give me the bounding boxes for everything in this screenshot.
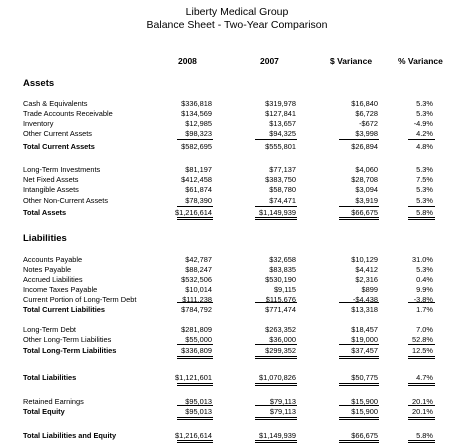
rule-line <box>177 302 213 303</box>
percent-variance: -3.8% <box>413 295 433 304</box>
value-2007: $319,978 <box>265 99 296 108</box>
rule-line <box>177 217 213 218</box>
rule-line <box>177 442 213 443</box>
value-2007: $127,841 <box>265 109 296 118</box>
value-2007: $74,471 <box>269 196 296 205</box>
value-2008: $532,506 <box>181 275 212 284</box>
value-2007: $1,070,826 <box>259 373 296 382</box>
value-2007: $1,149,939 <box>259 431 296 440</box>
row-label: Other Current Assets <box>23 129 93 138</box>
rule-line <box>255 302 297 303</box>
row-label: Other Long-Term Liabilities <box>23 335 112 344</box>
rule-line <box>408 356 435 357</box>
value-2008: $95,013 <box>185 397 212 406</box>
rule-line <box>255 417 297 418</box>
row-label: Total Long-Term Liabilities <box>23 346 117 355</box>
value-2007: $79,113 <box>269 397 296 406</box>
row-total-liabilities <box>0 373 474 382</box>
row-long-term-investments <box>0 165 474 174</box>
column-header-dollar-variance: $ Variance <box>330 56 373 66</box>
section-assets: Assets <box>23 78 55 89</box>
rule-line <box>255 440 297 441</box>
value-2008: $336,818 <box>181 99 212 108</box>
rule-line <box>339 344 379 345</box>
row-label: Accrued Liabilities <box>23 275 83 284</box>
column-header-2007: 2007 <box>260 56 279 66</box>
dollar-variance: $899 <box>361 285 378 294</box>
rule-line <box>408 139 435 140</box>
row-current-portion-long-term-debt <box>0 295 474 304</box>
percent-variance: 5.3% <box>416 185 433 194</box>
value-2008: $582,695 <box>181 142 212 151</box>
dollar-variance: $66,675 <box>351 208 378 217</box>
row-label: Cash & Equivalents <box>23 99 88 108</box>
row-label: Total Current Liabilities <box>23 305 105 314</box>
row-label: Net Fixed Assets <box>23 175 79 184</box>
column-header-percent-variance: % Variance <box>398 56 443 66</box>
dollar-variance: $37,457 <box>351 346 378 355</box>
rule-line <box>255 442 297 443</box>
row-label: Accounts Payable <box>23 255 83 264</box>
dollar-variance: -$4,438 <box>352 295 378 304</box>
dollar-variance: $3,998 <box>355 129 378 138</box>
value-2008: $95,013 <box>185 407 212 416</box>
percent-variance: 20.1% <box>412 407 433 416</box>
rule-line <box>339 417 379 418</box>
row-intangible-assets <box>0 185 474 194</box>
dollar-variance: $13,318 <box>351 305 378 314</box>
rule-line <box>339 405 379 406</box>
value-2008: $1,121,601 <box>175 373 212 382</box>
value-2008: $134,569 <box>181 109 212 118</box>
value-2008: $336,809 <box>181 346 212 355</box>
percent-variance: -4.9% <box>413 119 433 128</box>
rule-line <box>339 358 379 359</box>
dollar-variance: -$672 <box>359 119 378 128</box>
rule-line <box>408 302 435 303</box>
value-2007: $263,352 <box>265 325 296 334</box>
row-total-current-assets <box>0 142 474 151</box>
row-label: Intangible Assets <box>23 185 79 194</box>
rule-line <box>255 385 297 386</box>
row-label: Total Assets <box>23 208 67 217</box>
rule-line <box>255 383 297 384</box>
rule-line <box>177 383 213 384</box>
rule-line <box>408 405 435 406</box>
value-2008: $98,323 <box>185 129 212 138</box>
row-label: Other Non-Current Assets <box>23 196 109 205</box>
value-2008: $61,874 <box>185 185 212 194</box>
dollar-variance: $10,129 <box>351 255 378 264</box>
value-2007: $79,113 <box>269 407 296 416</box>
dollar-variance: $15,900 <box>351 407 378 416</box>
row-label: Inventory <box>23 119 54 128</box>
row-label: Total Equity <box>23 407 65 416</box>
row-income-taxes-payable <box>0 285 474 294</box>
dollar-variance: $28,708 <box>351 175 378 184</box>
company-name: Liberty Medical Group <box>185 6 289 18</box>
rule-line <box>408 358 435 359</box>
rule-line <box>339 440 379 441</box>
row-label: Current Portion of Long-Term Debt <box>23 295 137 304</box>
row-long-term-debt <box>0 325 474 334</box>
rule-line <box>339 442 379 443</box>
dollar-variance: $26,894 <box>351 142 378 151</box>
row-label: Income Taxes Payable <box>23 285 98 294</box>
row-net-fixed-assets <box>0 175 474 184</box>
row-other-long-term-liabilities <box>0 335 474 344</box>
value-2007: $9,115 <box>273 285 296 294</box>
rule-line <box>177 356 213 357</box>
row-other-current-assets <box>0 129 474 138</box>
rule-line <box>408 442 435 443</box>
row-total-equity <box>0 407 474 416</box>
row-total-current-liabilities <box>0 305 474 314</box>
row-label: Retained Earnings <box>23 397 84 406</box>
value-2007: $1,149,939 <box>259 208 296 217</box>
rule-line <box>255 405 297 406</box>
value-2008: $412,458 <box>181 175 212 184</box>
percent-variance: 7.5% <box>416 175 433 184</box>
rule-line <box>177 206 213 207</box>
rule-line <box>408 219 435 220</box>
value-2007: $13,657 <box>269 119 296 128</box>
percent-variance: 5.3% <box>416 165 433 174</box>
percent-variance: 31.0% <box>412 255 433 264</box>
value-2007: $299,352 <box>265 346 296 355</box>
rule-line <box>339 219 379 220</box>
rule-line <box>255 356 297 357</box>
rule-line <box>339 356 379 357</box>
rule-line <box>408 419 435 420</box>
rule-line <box>339 385 379 386</box>
value-2007: $94,325 <box>269 129 296 138</box>
percent-variance: 5.3% <box>416 196 433 205</box>
value-2008: $55,000 <box>185 335 212 344</box>
rule-line <box>339 217 379 218</box>
column-header-2008: 2008 <box>178 56 197 66</box>
row-notes-payable <box>0 265 474 274</box>
row-accrued-liabilities <box>0 275 474 284</box>
percent-variance: 5.8% <box>416 208 433 217</box>
value-2007: $555,801 <box>265 142 296 151</box>
percent-variance: 0.4% <box>416 275 433 284</box>
row-total-assets <box>0 208 474 217</box>
dollar-variance: $4,060 <box>355 165 378 174</box>
value-2007: $115,676 <box>265 295 296 304</box>
rule-line <box>408 344 435 345</box>
rule-line <box>408 440 435 441</box>
row-label: Total Liabilities and Equity <box>23 431 117 440</box>
rule-line <box>339 383 379 384</box>
value-2008: $42,787 <box>185 255 212 264</box>
rule-line <box>408 385 435 386</box>
section-liabilities: Liabilities <box>23 233 67 244</box>
value-2007: $83,835 <box>269 265 296 274</box>
value-2007: $77,137 <box>269 165 296 174</box>
percent-variance: 20.1% <box>412 397 433 406</box>
value-2008: $10,014 <box>185 285 212 294</box>
dollar-variance: $2,316 <box>355 275 378 284</box>
percent-variance: 4.2% <box>416 129 433 138</box>
dollar-variance: $3,919 <box>355 196 378 205</box>
rule-line <box>177 219 213 220</box>
row-accounts-payable <box>0 255 474 264</box>
rule-line <box>408 206 435 207</box>
value-2008: $281,809 <box>181 325 212 334</box>
row-inventory <box>0 119 474 128</box>
row-total-long-term-liabilities <box>0 346 474 355</box>
percent-variance: 4.7% <box>416 373 433 382</box>
percent-variance: 5.3% <box>416 109 433 118</box>
percent-variance: 5.8% <box>416 431 433 440</box>
value-2007: $771,474 <box>265 305 296 314</box>
rule-line <box>408 417 435 418</box>
value-2007: $383,750 <box>265 175 296 184</box>
rule-line <box>177 405 213 406</box>
row-total-liabilities-and-equity <box>0 431 474 440</box>
rule-line <box>339 302 379 303</box>
dollar-variance: $4,412 <box>355 265 378 274</box>
dollar-variance: $6,728 <box>355 109 378 118</box>
row-label: Long-Term Investments <box>23 165 101 174</box>
rule-line <box>255 139 297 140</box>
report-title: Balance Sheet - Two-Year Comparison <box>146 19 328 31</box>
rule-line <box>177 419 213 420</box>
rule-line <box>177 344 213 345</box>
row-retained-earnings <box>0 397 474 406</box>
dollar-variance: $15,900 <box>351 397 378 406</box>
row-label: Notes Payable <box>23 265 72 274</box>
row-cash-equivalents <box>0 99 474 108</box>
dollar-variance: $50,775 <box>351 373 378 382</box>
rule-line <box>177 358 213 359</box>
rule-line <box>177 385 213 386</box>
value-2008: $111,238 <box>182 295 212 304</box>
value-2008: $784,792 <box>181 305 212 314</box>
dollar-variance: $66,675 <box>351 431 378 440</box>
row-label: Total Current Assets <box>23 142 95 151</box>
rule-line <box>177 440 213 441</box>
row-label: Long-Term Debt <box>23 325 76 334</box>
value-2008: $1,216,614 <box>175 208 212 217</box>
value-2008: $81,197 <box>185 165 212 174</box>
row-label: Total Liabilities <box>23 373 77 382</box>
row-other-non-current-assets <box>0 196 474 205</box>
value-2007: $58,780 <box>269 185 296 194</box>
dollar-variance: $16,840 <box>351 99 378 108</box>
percent-variance: 9.9% <box>416 285 433 294</box>
dollar-variance: $3,094 <box>355 185 378 194</box>
rule-line <box>255 419 297 420</box>
value-2007: $36,000 <box>269 335 296 344</box>
value-2008: $88,247 <box>185 265 212 274</box>
row-trade-accounts-receivable <box>0 109 474 118</box>
percent-variance: 5.3% <box>416 99 433 108</box>
rule-line <box>177 417 213 418</box>
row-label: Trade Accounts Receivable <box>23 109 113 118</box>
rule-line <box>255 358 297 359</box>
rule-line <box>339 206 379 207</box>
dollar-variance: $18,457 <box>351 325 378 334</box>
rule-line <box>177 139 213 140</box>
percent-variance: 5.3% <box>416 265 433 274</box>
percent-variance: 4.8% <box>416 142 433 151</box>
percent-variance: 52.8% <box>412 335 433 344</box>
percent-variance: 1.7% <box>416 305 433 314</box>
rule-line <box>255 217 297 218</box>
percent-variance: 7.0% <box>416 325 433 334</box>
dollar-variance: $19,000 <box>351 335 378 344</box>
value-2007: $32,658 <box>269 255 296 264</box>
rule-line <box>255 206 297 207</box>
rule-line <box>255 219 297 220</box>
rule-line <box>255 344 297 345</box>
value-2008: $12,985 <box>185 119 212 128</box>
rule-line <box>339 419 379 420</box>
percent-variance: 12.5% <box>412 346 433 355</box>
rule-line <box>408 383 435 384</box>
rule-line <box>339 139 379 140</box>
value-2008: $1,216,614 <box>175 431 212 440</box>
rule-line <box>408 217 435 218</box>
value-2007: $530,190 <box>265 275 296 284</box>
value-2008: $78,390 <box>185 196 212 205</box>
